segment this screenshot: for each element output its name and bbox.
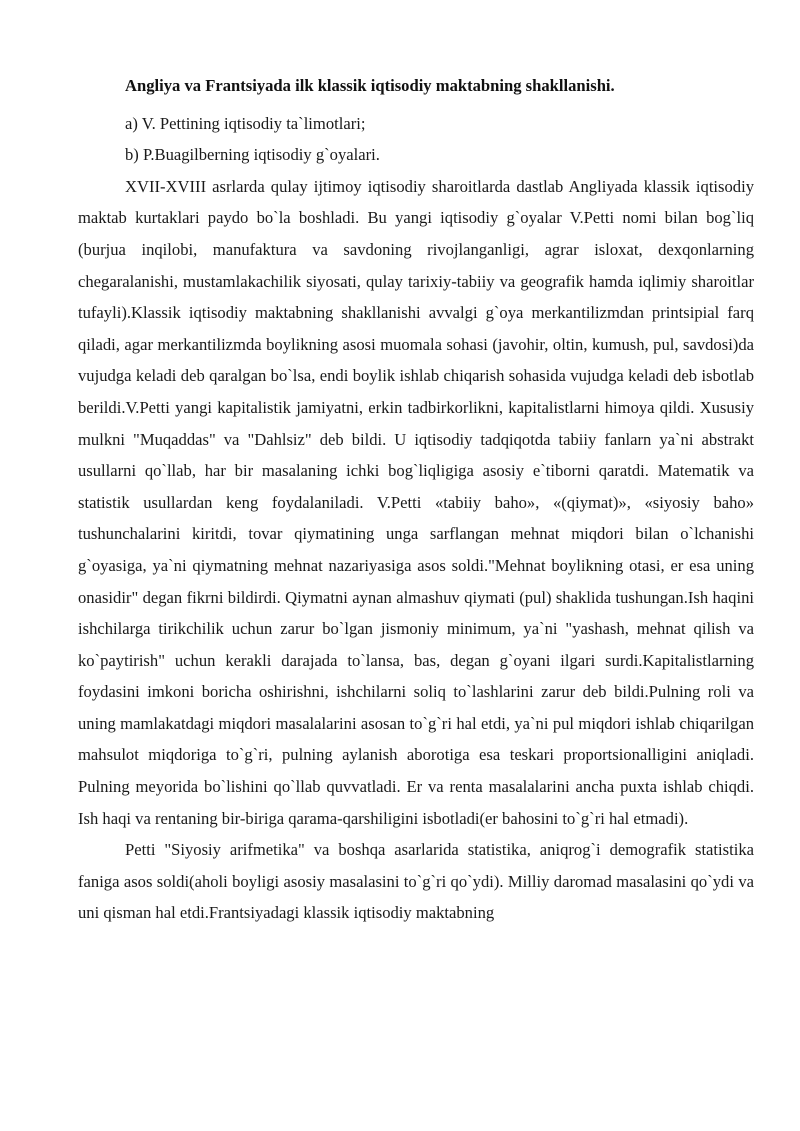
document-body <box>78 70 754 929</box>
list-item-b: b) P.Buagilberning iqtisodiy g`oyalari. <box>125 145 380 165</box>
list-item-a: a) V. Pettining iqtisodiy ta`limotlari; <box>125 113 366 133</box>
paragraph-2: Petti "Siyosiy arifmetika" va boshqa asarlarida statistika, aniqrog`i demografik statistika faniga asos soldi(aholi boyligi asosiy masalasini to`g`ri qo`ydi). Milliy daromad masalasini qo`ydi va uni qisman hal etdi.Frantsiyadagi klassik iqtisodiy maktabning <box>78 840 754 923</box>
document-title: Angliya va Frantsiyada ilk klassik iqtisodiy maktabning shakllanishi. <box>125 76 615 95</box>
paragraph-1: XVII-XVIII asrlarda qulay ijtimoy iqtisodiy sharoitlarda dastlab Angliyada klassik iqtisodiy maktab kurtaklari paydo bo`la boshladi. Bu yangi iqtisodiy g`oyalar V.Petti nomi bilan bog`liq (burjua inqilobi, manufaktura va savdoning rivojlanganligi, agrar isloxat, dexqonlarning chegaralanishi, mustamlakachilik siyosati, qulay tarixiy-tabiiy va geografik hamda iqlimiy sharoitlar tufayli).Klassik iqtisodiy maktabning shakllanishi avvalgi g`oya merkantilizmdan printsipial farq qiladi, agar merkantilizmda boylikning asosi muomala sohasi (javohir, oltin, kumush, pul, savdosi)da vujudga keladi deb qaralgan bo`lsa, endi boylik ishlab chiqarish sohasida vujudga keladi deb isbotlab berildi.V.Petti yangi kapitalistik jamiyatni, erkin tadbirkorlikni, kapitalistlarni himoya qildi. Xususiy mulkni "Muqaddas" va "Dahlsiz" deb bildi. U iqtisodiy tadqiqotda tabiiy fanlarn ya`ni abstrakt usullarni qo`llab, har bir masalaning ichki bog`liqligiga asosiy e`tiborni qaratdi. Matematik va statistik usullardan keng foydalaniladi. V.Petti «tabiiy baho», «(qiymat)», «siyosiy baho» tushunchalarini kiritdi, tovar qiymatining unga sarflangan mehnat miqdori bilan o`lchanishi g`oyasiga, ya`ni qiymatning mehnat nazariyasiga asos soldi."Mehnat boylikning otasi, er esa uning onasidir" degan fikrni bildirdi. Qiymatni aynan almashuv qiymati (pul) shaklida tushungan.Ish haqini ishchilarga tirikchilik uchun zarur bo`lgan jismoniy minimum, ya`ni "yashash, mehnat qilish va ko`paytirish" uchun kerakli darajada to`lansa, bas, degan g`oyani ilgari surdi.Kapitalistlarning foydasini imkoni boricha oshirishni, ishchilarni soliq to`lashlarini zarur deb bildi.Pulning roli va uning mamlakatdagi miqdori masalalarini asosan to`g`ri hal etdi, ya`ni pul miqdori ishlab chiqarilgan mahsulot miqdoriga to`g`ri, pulning aylanish aborotiga esa teskari proportsionalligini aniqladi. Pulning meyorida bo`lishini qo`llab quvvatladi. Er va renta masalalarini ancha puxta ishlab chiqdi. Ish haqi va rentaning bir-biriga qarama-qarshiligini isbotladi(er bahosini to`g`ri hal etmadi). <box>78 176 754 828</box>
